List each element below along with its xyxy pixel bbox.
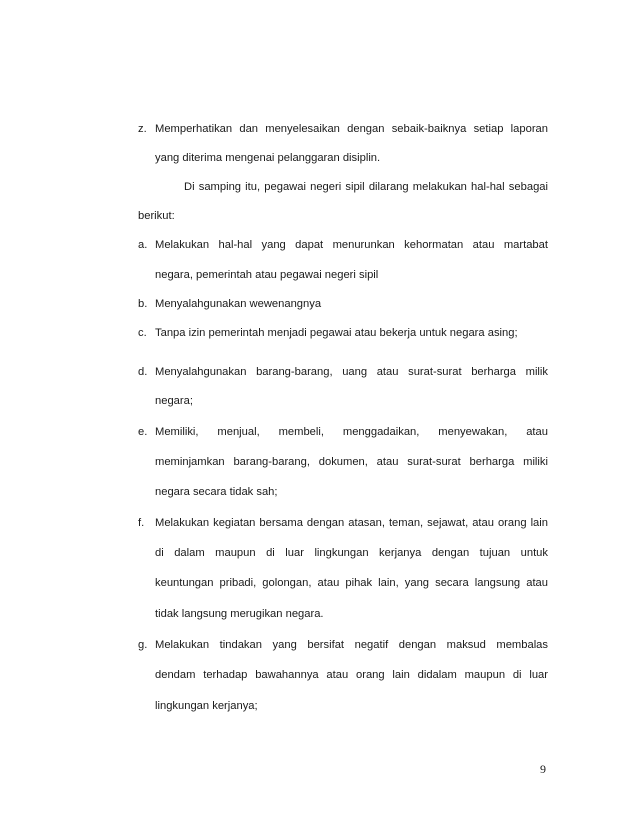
list-marker-c: c.	[138, 327, 147, 339]
list-marker-d: d.	[138, 366, 148, 378]
item-z-line-2: yang diterima mengenai pelanggaran disiplin.	[155, 152, 381, 164]
list-marker-e: e.	[138, 426, 148, 438]
paragraph-line-1: Di samping itu, pegawai negeri sipil dilarang melakukan hal-hal sebagai	[184, 181, 548, 193]
paragraph-line-2: berikut:	[138, 210, 175, 222]
item-f-line-3: keuntungan pribadi, golongan, atau pihak lain, yang secara langsung atau	[155, 577, 548, 589]
list-marker-a: a.	[138, 239, 148, 251]
item-f-line-1: Melakukan kegiatan bersama dengan atasan, teman, sejawat, atau orang lain	[155, 517, 548, 529]
list-marker-z: z.	[138, 123, 147, 135]
item-d-line-2: negara;	[155, 395, 193, 407]
item-e-line-1: Memiliki, menjual, membeli, menggadaikan, menyewakan, atau	[155, 426, 548, 438]
item-g-line-3: lingkungan kerjanya;	[155, 700, 258, 712]
item-d-line-1: Menyalahgunakan barang-barang, uang atau surat-surat berharga milik	[155, 366, 548, 378]
list-marker-b: b.	[138, 298, 148, 310]
item-z-line-1: Memperhatikan dan menyelesaikan dengan sebaik-baiknya setiap laporan	[155, 123, 548, 135]
list-marker-g: g.	[138, 639, 148, 651]
item-g-line-2: dendam terhadap bawahannya atau orang lain didalam maupun di luar	[155, 669, 548, 681]
item-e-line-3: negara secara tidak sah;	[155, 486, 278, 498]
item-g-line-1: Melakukan tindakan yang bersifat negatif dengan maksud membalas	[155, 639, 548, 651]
item-e-line-2: meminjamkan barang-barang, dokumen, atau surat-surat berharga miliki	[155, 456, 548, 468]
item-a-line-1: Melakukan hal-hal yang dapat menurunkan kehormatan atau martabat	[155, 239, 548, 251]
list-marker-f: f.	[138, 517, 145, 529]
item-a-line-2: negara, pemerintah atau pegawai negeri sipil	[155, 269, 379, 281]
item-f-line-2: di dalam maupun di luar lingkungan kerjanya dengan tujuan untuk	[155, 547, 548, 559]
page-number: 9	[540, 762, 546, 776]
item-c-line-1: Tanpa izin pemerintah menjadi pegawai atau bekerja untuk negara asing;	[155, 327, 518, 339]
item-b-line-1: Menyalahgunakan wewenangnya	[155, 298, 322, 310]
item-f-line-4: tidak langsung merugikan negara.	[155, 608, 324, 620]
